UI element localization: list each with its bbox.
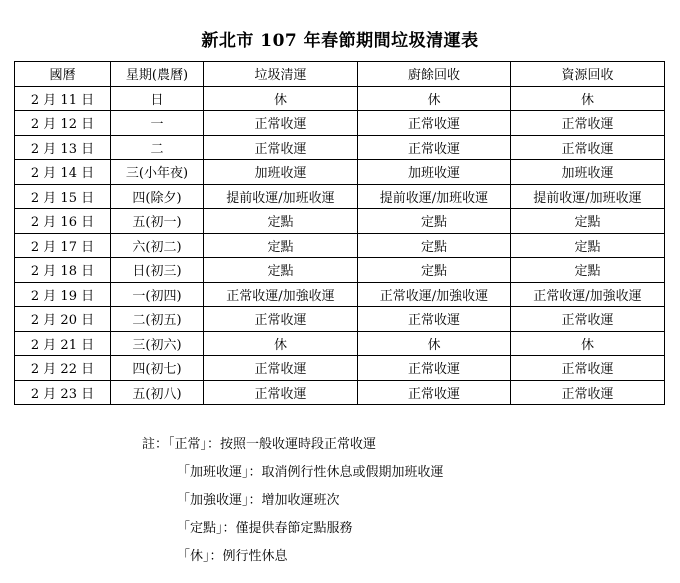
note-normal: 註：「正常」：按照一般收運時段正常收運 (142, 437, 377, 452)
cell-date: 2 月 18 日 (15, 258, 111, 283)
cell-food-waste: 正常收運 (358, 380, 511, 405)
cell-recycling: 正常收運 (511, 356, 665, 381)
schedule-table (14, 61, 665, 405)
cell-garbage: 正常收運 (204, 307, 358, 332)
cell-date: 2 月 23 日 (15, 380, 111, 405)
cell-garbage: 正常收運 (204, 135, 358, 160)
cell-date: 2 月 14 日 (15, 160, 111, 185)
cell-date: 2 月 21 日 (15, 331, 111, 356)
cell-weekday: 日 (111, 86, 204, 111)
table-row (15, 160, 665, 185)
cell-recycling: 正常收運 (511, 380, 665, 405)
cell-food-waste: 休 (358, 86, 511, 111)
cell-recycling: 提前收運/加班收運 (511, 184, 665, 209)
cell-recycling: 定點 (511, 258, 665, 283)
cell-weekday: 一(初四) (111, 282, 204, 307)
table-row (15, 331, 665, 356)
table-row (15, 282, 665, 307)
cell-weekday: 五(初一) (111, 209, 204, 234)
table-row (15, 209, 665, 234)
note-enhanced: 「加強收運」：增加收運班次 (177, 493, 340, 508)
cell-date: 2 月 22 日 (15, 356, 111, 381)
table-row (15, 258, 665, 283)
cell-weekday: 二(初五) (111, 307, 204, 332)
cell-recycling: 休 (511, 86, 665, 111)
cell-weekday: 四(除夕) (111, 184, 204, 209)
page-title: 新北市 107 年春節期間垃圾清運表 (201, 31, 479, 51)
header-weekday: 星期(農曆) (111, 62, 204, 87)
cell-recycling: 加班收運 (511, 160, 665, 185)
header-recycling: 資源回收 (511, 62, 665, 87)
header-food-waste: 廚餘回收 (358, 62, 511, 87)
cell-recycling: 休 (511, 331, 665, 356)
cell-weekday: 一 (111, 111, 204, 136)
cell-date: 2 月 19 日 (15, 282, 111, 307)
cell-date: 2 月 13 日 (15, 135, 111, 160)
cell-garbage: 正常收運/加強收運 (204, 282, 358, 307)
cell-food-waste: 正常收運 (358, 135, 511, 160)
notes (142, 431, 444, 571)
cell-recycling: 正常收運 (511, 111, 665, 136)
note-fixed-point: 「定點」：僅提供春節定點服務 (177, 521, 353, 536)
cell-date: 2 月 16 日 (15, 209, 111, 234)
header-date: 國曆 (15, 62, 111, 87)
cell-weekday: 三(初六) (111, 331, 204, 356)
cell-date: 2 月 20 日 (15, 307, 111, 332)
cell-food-waste: 提前收運/加班收運 (358, 184, 511, 209)
cell-garbage: 休 (204, 331, 358, 356)
cell-date: 2 月 11 日 (15, 86, 111, 111)
cell-garbage: 正常收運 (204, 356, 358, 381)
cell-garbage: 休 (204, 86, 358, 111)
cell-food-waste: 定點 (358, 209, 511, 234)
cell-garbage: 定點 (204, 233, 358, 258)
cell-garbage: 定點 (204, 258, 358, 283)
cell-recycling: 正常收運 (511, 307, 665, 332)
cell-date: 2 月 12 日 (15, 111, 111, 136)
cell-food-waste: 正常收運 (358, 356, 511, 381)
cell-garbage: 正常收運 (204, 380, 358, 405)
cell-food-waste: 正常收運 (358, 111, 511, 136)
table-row (15, 86, 665, 111)
header-garbage: 垃圾清運 (204, 62, 358, 87)
table-row (15, 380, 665, 405)
cell-garbage: 正常收運 (204, 111, 358, 136)
table-header-row (15, 62, 665, 87)
table-row (15, 111, 665, 136)
cell-recycling: 正常收運/加強收運 (511, 282, 665, 307)
cell-weekday: 日(初三) (111, 258, 204, 283)
cell-date: 2 月 17 日 (15, 233, 111, 258)
cell-garbage: 提前收運/加班收運 (204, 184, 358, 209)
cell-food-waste: 定點 (358, 258, 511, 283)
table-row (15, 307, 665, 332)
cell-garbage: 定點 (204, 209, 358, 234)
table-row (15, 233, 665, 258)
cell-garbage: 加班收運 (204, 160, 358, 185)
cell-weekday: 五(初八) (111, 380, 204, 405)
cell-food-waste: 正常收運/加強收運 (358, 282, 511, 307)
cell-weekday: 三(小年夜) (111, 160, 204, 185)
table-body (15, 86, 665, 405)
cell-food-waste: 休 (358, 331, 511, 356)
cell-recycling: 正常收運 (511, 135, 665, 160)
cell-recycling: 定點 (511, 233, 665, 258)
cell-date: 2 月 15 日 (15, 184, 111, 209)
cell-food-waste: 定點 (358, 233, 511, 258)
table-row (15, 184, 665, 209)
cell-weekday: 四(初七) (111, 356, 204, 381)
cell-weekday: 二 (111, 135, 204, 160)
table-row (15, 135, 665, 160)
table-row (15, 356, 665, 381)
note-rest: 「休」：例行性休息 (177, 549, 288, 564)
cell-food-waste: 加班收運 (358, 160, 511, 185)
note-overtime: 「加班收運」：取消例行性休息或假期加班收運 (177, 465, 444, 480)
cell-recycling: 定點 (511, 209, 665, 234)
cell-weekday: 六(初二) (111, 233, 204, 258)
cell-food-waste: 正常收運 (358, 307, 511, 332)
